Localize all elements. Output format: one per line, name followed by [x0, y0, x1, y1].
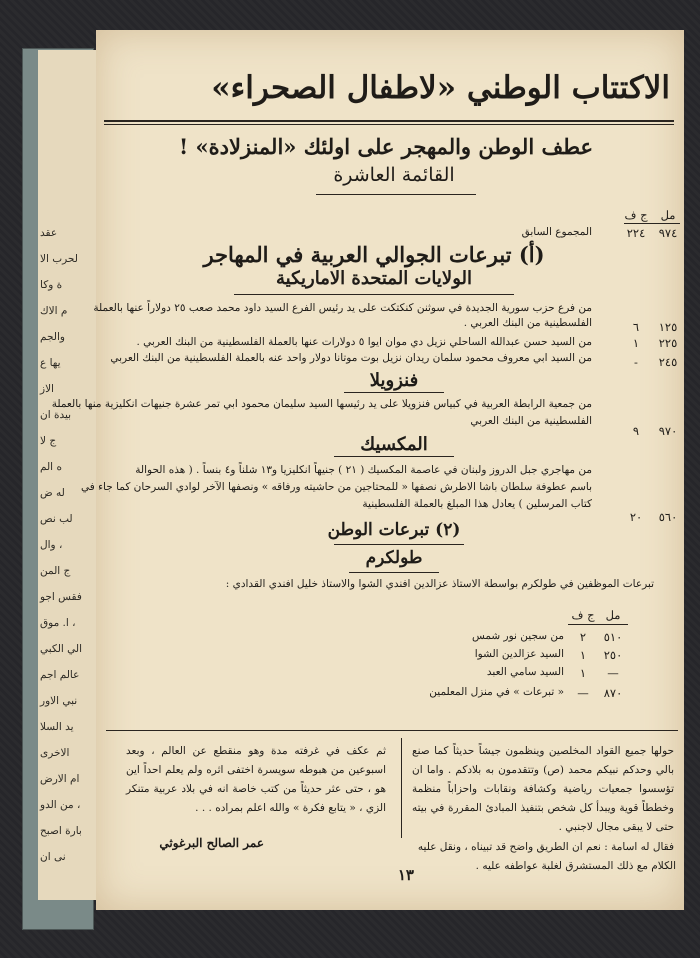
entry-line: من السيد ابي معروف محمود سلمان ريدان نزيل بوت موتانا دولار واحد عنه بالعملة الفلسطينية من البنك العربي — [110, 352, 592, 364]
underlying-page-fragment: ام الارض — [40, 773, 80, 785]
venezuela-heading-rule — [344, 392, 444, 393]
list-title: القائمة العاشرة — [333, 164, 455, 186]
entry-mil: ٢٤٥ — [658, 355, 678, 369]
subtable-jf: ٢ — [579, 630, 587, 644]
underlying-page-fragment: والجم — [40, 331, 65, 343]
column-header-rule — [624, 223, 680, 224]
subtable-label: « تبرعات » في منزل المعلمين — [429, 686, 564, 698]
entry-line: من السيد حسن عبدالله الساحلي نزيل دي موان ايوا ٥ دولارات عنها بالعملة الفلسطينية من البنك العربي . — [136, 336, 592, 348]
usa-heading: الولايات المتحدة الاماريكية — [276, 268, 472, 289]
subtable-header-mil: مل — [605, 608, 621, 622]
column-header-jf: ج ف — [624, 208, 648, 222]
entry-line: من جمعية الرابطة العربية في كبياس فنزويلا على يد رئيسها السيد سليمان محمود ابي تمر عشرة جنيهات انكليزية منها بالعملة — [51, 398, 592, 410]
subtable-mil: — — [607, 666, 619, 680]
underlying-page-fragment: نبي الاور — [40, 695, 78, 707]
entry-line: الفلسطينية من البنك العربي . — [463, 317, 592, 329]
entry-mil: ٩٧٠ — [658, 424, 678, 438]
article-end-line: الكلام مع ذلك المستشرق لغلبة عواطفه عليه . — [475, 860, 676, 872]
section-b-intro: تبرعات الموظفين في طولكرم بواسطة الاستاذ عزالدين افندي الشوا والاستاذ خليل افندي القدادي : — [225, 578, 654, 590]
underlying-page-fragment: ه الم — [40, 461, 62, 473]
entry-jf: ٦ — [632, 320, 640, 334]
entry-mil: ٢٢٥ — [658, 336, 678, 350]
subtable-jf: ١ — [579, 648, 587, 662]
mexico-heading-rule — [334, 456, 454, 457]
entry-jf: - — [634, 355, 638, 369]
subtable-label: من سجين نور شمس — [471, 630, 564, 642]
previous-total-mil: ٩٧٤ — [658, 226, 678, 240]
previous-total-label: المجموع السابق — [521, 226, 592, 238]
entry-jf: ١ — [632, 336, 640, 350]
entry-line: كتاب المرسلين ) يعادل هذا المبلغ بالعملة الفلسطينية — [362, 498, 592, 510]
underlying-page-fragment: لب نص — [40, 513, 73, 525]
underlying-page-fragment: الاخرى — [40, 747, 70, 759]
usa-heading-rule — [234, 294, 514, 295]
underlying-page-fragment: ، من الدو — [40, 799, 81, 811]
column-header-mil: مل — [660, 208, 676, 222]
subtable-label: السيد عزالدين الشوا — [474, 648, 564, 660]
entry-jf: ٩ — [632, 424, 640, 438]
subtable-mil: ٢٥٠ — [603, 648, 623, 662]
page-title: الاكتتاب الوطني «لاطفال الصحراء» — [211, 70, 670, 106]
column-divider — [401, 738, 402, 838]
article-right-column: حولها جميع القواد المخلصين وينظمون جيشاً حديثاً كما صنع بالي وحدكم نبيكم محمد (ص) وتتقدمون به بلادكم . واما ان تؤسسوا جمعيات رياضية وكشافة ونقابات واحزاباً منظمة وخططاً قوية ويبدأ كل شخص بتنفيذ المبادئ المقررة في بيته حتى لا يبقى مجال لاجنبي . — [412, 745, 674, 833]
mexico-heading: المكسيك — [360, 434, 428, 455]
subtable-header-jf: ج ف — [571, 608, 595, 622]
subtable-mil: ٨٧٠ — [603, 686, 623, 700]
subtable-jf: — — [577, 686, 589, 700]
underlying-page-fragment: يها ع — [40, 357, 61, 369]
title-rule — [104, 120, 674, 122]
section-a-heading: (أ) تبرعات الجوالي العربية في المهاجر — [203, 242, 545, 267]
underlying-page-fragment: عالم اجم — [40, 669, 80, 681]
author-signature: عمر الصالح البرغوثي — [159, 836, 264, 850]
article-right-column-end: فقال له اسامة : نعم ان الطريق واضح قد تبيناه ، ونقل عليه — [417, 841, 674, 853]
entry-line: باسم عطوفة سلطان باشا الاطرش نصفها « للمحتاجين من حاشيته ورفاقه » ونصفها الآخر لوادي السرحان كما جاء في — [81, 481, 592, 493]
underlying-page-fragment: ، ا. موق — [40, 617, 76, 629]
underlying-page-fragment: فقس اجو — [40, 591, 82, 603]
subtable-header-rule — [568, 624, 628, 625]
underlying-page-fragment: عقد — [40, 227, 58, 239]
entry-mil: ٥٦٠ — [658, 510, 678, 524]
entry-jf: ٢٠ — [629, 510, 643, 524]
subtable-label: السيد سامي العبد — [486, 666, 564, 678]
title-rule-thin — [104, 124, 674, 125]
entry-line: من فرع حزب سورية الجديدة في سوثنن كنكتكت على يد رئيس الفرع السيد داود محمد صعب ٢٥ دولاراً عنها بالعملة — [93, 302, 592, 314]
entry-line: الفلسطينية من البنك العربي — [470, 415, 592, 427]
entry-line: من مهاجري جبل الدروز ولبنان في عاصمة المكسيك ( ٢١ ) جنيهاً انكليزيا و١٣ شلناً و٤ بنساً . ( هذه الحوالة — [135, 464, 592, 476]
article-divider — [106, 730, 678, 731]
underlying-page-fragment: ة وكا — [40, 279, 63, 291]
underlying-page-fragment: الاز — [40, 383, 54, 395]
underlying-page-fragment: بيدة ان — [40, 409, 72, 421]
underlying-page-fragment: ج المن — [40, 565, 71, 577]
venezuela-heading: فنزويلا — [369, 370, 419, 391]
underlying-page-fragment: يد السلا — [40, 721, 74, 733]
underlying-page-fragment: ، وال — [40, 539, 63, 551]
underlying-page-fragment: لحرب الا — [40, 253, 78, 265]
tulkarm-heading-rule — [349, 572, 439, 573]
subtable-jf: ١ — [579, 666, 587, 680]
article-left-column: ثم عكف في غرفته مدة وهو منقطع عن العالم ، وبعد اسبوعين من هبوطه سويسرة اختفى اثره ولم يعلم احداً اين هو ، حتى عثر حديثاً من كتب خاصة انه في بلاد عربية متنكر الزي ، « يتابع فكرة » والله اعلم بمراده . . . — [126, 745, 386, 814]
page-number: ١٣ — [397, 866, 414, 884]
underlying-page-fragment: الي الكبي — [40, 643, 83, 655]
entry-mil: ١٢٥ — [658, 320, 678, 334]
underlying-page-fragment: نى ان — [40, 851, 66, 863]
underlying-page-fragment: ج لا — [40, 435, 57, 447]
subtable-mil: ٥١٠ — [603, 630, 623, 644]
previous-total-jf: ٢٢٤ — [626, 226, 646, 240]
underlying-page-fragment: له ض — [40, 487, 65, 499]
section-b-heading: (٢) تبرعات الوطن — [327, 520, 461, 540]
list-title-rule — [316, 194, 476, 195]
article-subtitle: عطف الوطن والمهجر على اولئك «المنزلادة» ! — [179, 134, 593, 159]
underlying-page-fragment: بارة اصبح — [40, 825, 82, 837]
underlying-page-fragment: م الاك — [40, 305, 68, 317]
section-b-heading-rule — [334, 544, 464, 545]
tulkarm-heading: طولكرم — [365, 548, 423, 568]
